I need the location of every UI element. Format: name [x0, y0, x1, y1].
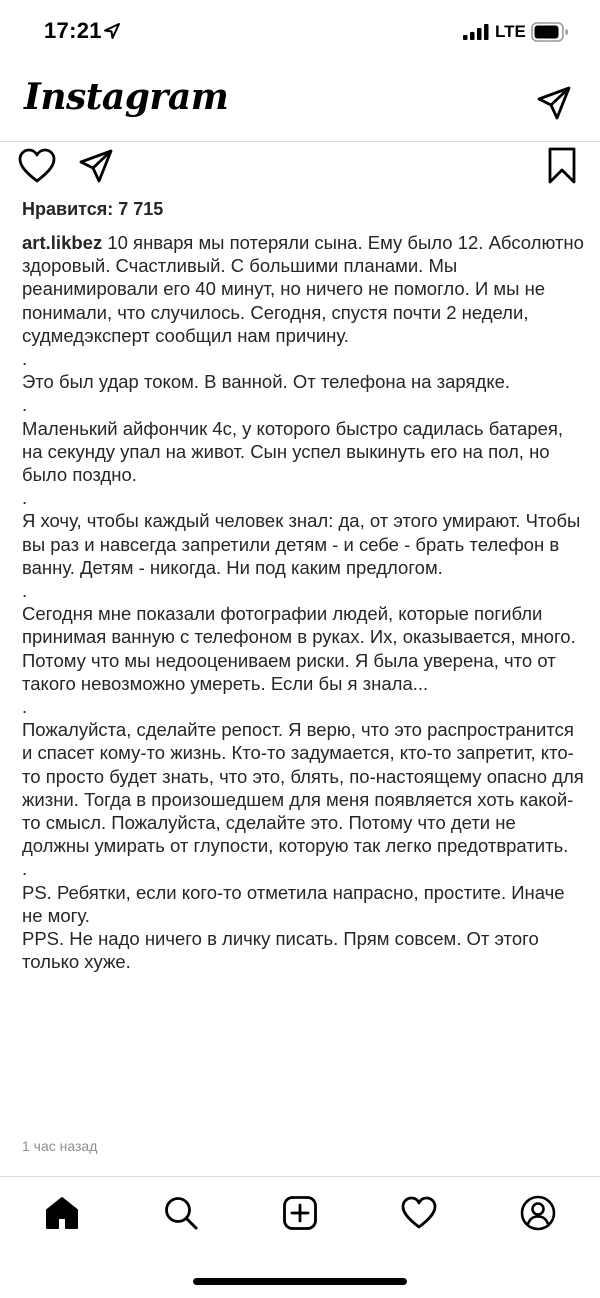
caption-text: 10 января мы потеряли сына. Ему было 12. Абсолютно здоровый. Счастливый. С большими планами. Мы реанимировали его 40 минут, но ничего не помогло. И мы не понимали, что случилось. Сегодня, спустя почти 2 недели, судмедэксперт сообщил нам причину. . Это был удар током. В ванной. От телефона на зарядке. . Маленький айфончик 4с, у которого быстро садилась батарея, на секунду упал на живот. Сын успел выкинуть его на пол, но было поздно. . Я хочу, чтобы каждый человек знал: да, от этого умирают. Чтобы вы раз и навсегда запретили детям - и себе - брать телефон в ванну. Детям - никогда. Ни под каким предлогом. . Сегодня мне показали фотографии людей, которые погибли принимая ванную с телефоном в руках. Их, оказывается, много. Потому что мы недооцениваем риски. Я была уверена, что от такого невозможно умереть. Если бы я знала... . Пожалуйста, сделайте репост. Я верю, что это распространится и спасет кому-то жизнь. Кто-то задумается, кто-то запретит, кто-то просто будет знать, что это, блять, по-настоящему опасно для жизни. Тогда в произошедшем для меня появляется хоть какой-то смысл. Пожалуйста, сделайте это. Потому что дети не должны умирать от глупости, которую так легко предотвратить. . PS. Ребятки, если кого-то отметила напрасно, простите. Иначе не могу. PPS. Не надо ничего в личку писать. Прям совсем. От этого только хуже. — [22, 232, 584, 973]
activity-heart-icon[interactable] — [401, 1195, 437, 1231]
post-caption — [22, 231, 584, 974]
heart-icon[interactable] — [18, 148, 56, 184]
home-indicator[interactable] — [193, 1278, 407, 1285]
add-post-icon[interactable] — [282, 1195, 318, 1231]
battery-icon — [531, 22, 569, 42]
home-icon[interactable] — [44, 1195, 80, 1231]
profile-icon[interactable] — [520, 1195, 556, 1231]
paper-plane-icon[interactable] — [78, 148, 114, 184]
instagram-logo[interactable]: Instagram — [24, 76, 229, 118]
post-author[interactable]: art.likbez — [22, 232, 103, 253]
bookmark-icon[interactable] — [545, 147, 579, 185]
search-icon[interactable] — [163, 1195, 199, 1231]
status-bar — [0, 0, 600, 66]
bottom-tab-bar — [0, 1176, 600, 1247]
location-arrow-icon — [103, 22, 121, 40]
status-time: 17:21 — [44, 18, 102, 43]
direct-message-icon[interactable] — [536, 85, 572, 121]
post-actions — [0, 142, 600, 192]
cellular-signal-icon — [463, 24, 489, 40]
post-timestamp: 1 час назад — [22, 1138, 98, 1154]
network-type: LTE — [495, 22, 526, 41]
app-header — [0, 66, 600, 142]
likes-count[interactable]: Нравится: 7 715 — [22, 199, 164, 219]
